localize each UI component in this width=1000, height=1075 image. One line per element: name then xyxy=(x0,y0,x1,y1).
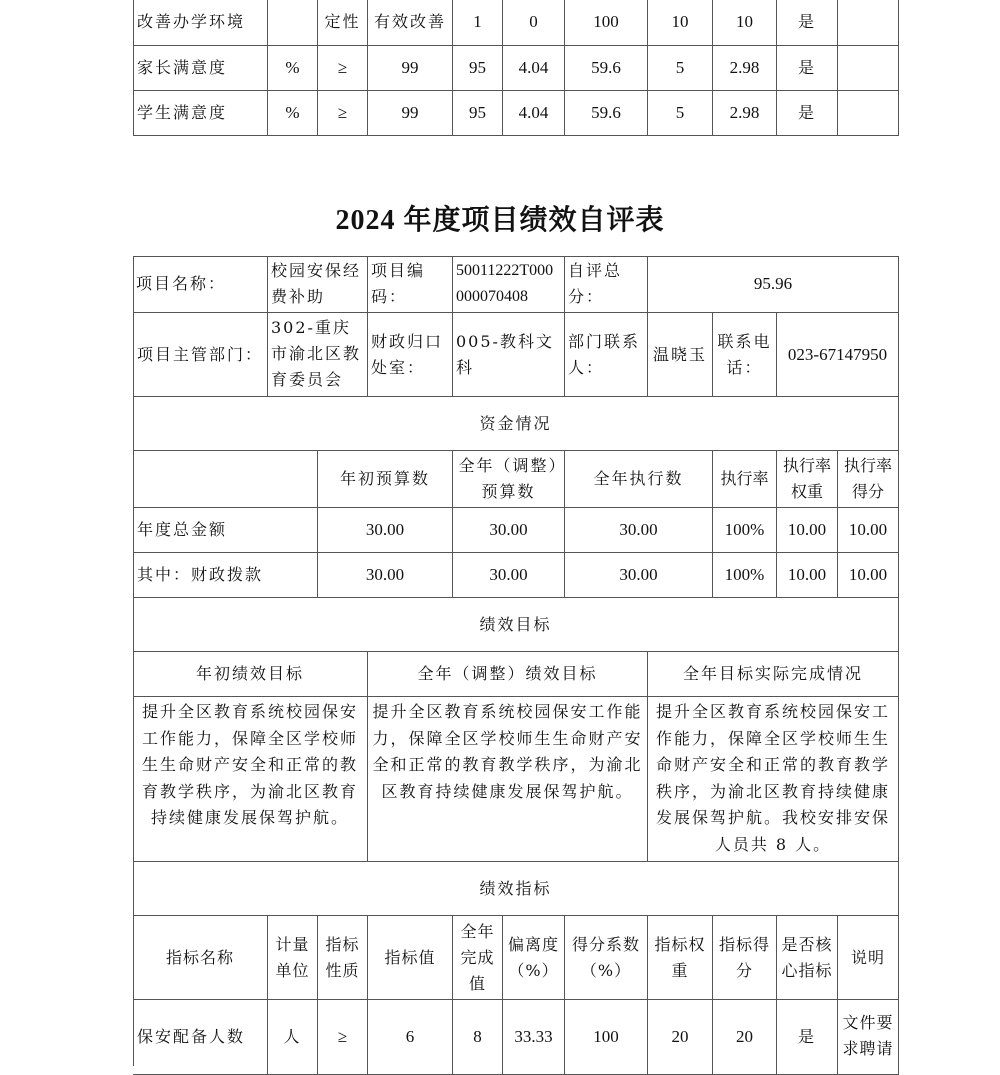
top-row-nature: ≥ xyxy=(318,46,368,91)
indicators-section-title: 绩效指标 xyxy=(133,862,899,916)
top-row-actual-value: 1 xyxy=(453,0,503,46)
contact-value: 温晓玉 xyxy=(648,313,713,397)
top-row-deviation: 0 xyxy=(503,0,565,46)
ind-row-indicator-name: 保安配备人数 xyxy=(133,1000,268,1075)
funds-header-score: 执行率得分 xyxy=(838,451,899,508)
funds-row-weight: 10.00 xyxy=(777,508,838,553)
top-row-note xyxy=(838,46,899,91)
top-row-actual-value: 95 xyxy=(453,46,503,91)
project-name-value: 校园安保经费补助 xyxy=(268,256,368,313)
funds-header-weight: 执行率权重 xyxy=(777,451,838,508)
goals-section-title: 绩效目标 xyxy=(133,598,899,652)
top-row-deviation: 4.04 xyxy=(503,46,565,91)
ind-header-core: 是否核心指标 xyxy=(777,916,838,1000)
ind-row-core-indicator: 是 xyxy=(777,1000,838,1075)
top-row-weight: 5 xyxy=(648,46,713,91)
ind-header-target: 指标值 xyxy=(368,916,453,1000)
top-row-indicator-name: 家长满意度 xyxy=(133,46,268,91)
finance-office-label: 财政归口处室： xyxy=(368,313,453,397)
ind-header-deviation: 偏离度（%） xyxy=(503,916,565,1000)
top-row-score: 2.98 xyxy=(713,91,777,136)
contact-label: 部门联系人： xyxy=(565,313,648,397)
goals-initial-text: 提升全区教育系统校园保安工作能力，保障全区学校师生生命财产安全和正常的教育教学秩序，为渝北区教育持续健康发展保驾护航。 xyxy=(133,697,368,862)
top-row-unit: % xyxy=(268,91,318,136)
dept-value: 302-重庆市渝北区教育委员会 xyxy=(268,313,368,397)
ind-row-score: 20 xyxy=(713,1000,777,1075)
self-score-label: 自评总分： xyxy=(565,256,648,313)
ind-row-target-value: 6 xyxy=(368,1000,453,1075)
project-code-label: 项目编码： xyxy=(368,256,453,313)
ind-row-note: 文件要求聘请 xyxy=(838,1000,899,1075)
self-score-value: 95.96 xyxy=(648,256,899,313)
top-row-unit: % xyxy=(268,46,318,91)
ind-header-name: 指标名称 xyxy=(133,916,268,1000)
top-row-target-value: 有效改善 xyxy=(368,0,453,46)
ind-header-unit: 计量单位 xyxy=(268,916,318,1000)
goals-header-actual: 全年目标实际完成情况 xyxy=(648,652,899,697)
phone-label: 联系电话： xyxy=(713,313,777,397)
funds-row-initial: 30.00 xyxy=(318,508,453,553)
ind-row-deviation: 33.33 xyxy=(503,1000,565,1075)
funds-row-adjusted: 30.00 xyxy=(453,553,565,598)
ind-header-coef: 得分系数（%） xyxy=(565,916,648,1000)
ind-header-weight: 指标权重 xyxy=(648,916,713,1000)
ind-row-actual-value: 8 xyxy=(453,1000,503,1075)
goals-adjusted-text: 提升全区教育系统校园保安工作能力，保障全区学校师生生命财产安全和正常的教育教学秩序，为渝北区教育持续健康发展保驾护航。 xyxy=(368,697,648,862)
top-row-weight: 10 xyxy=(648,0,713,46)
funds-row-adjusted: 30.00 xyxy=(453,508,565,553)
funds-header-rate: 执行率 xyxy=(713,451,777,508)
top-row-target-value: 99 xyxy=(368,46,453,91)
top-row-unit xyxy=(268,0,318,46)
goals-header-initial: 年初绩效目标 xyxy=(133,652,368,697)
funds-row-rate: 100% xyxy=(713,553,777,598)
ind-header-actual: 全年完成值 xyxy=(453,916,503,1000)
funds-header-adjusted: 全年（调整）预算数 xyxy=(453,451,565,508)
top-row-score: 2.98 xyxy=(713,46,777,91)
top-row-nature: 定性 xyxy=(318,0,368,46)
top-row-note xyxy=(838,0,899,46)
top-row-score-coefficient: 59.6 xyxy=(565,46,648,91)
funds-row-executed: 30.00 xyxy=(565,553,713,598)
ind-row-score-coefficient: 100 xyxy=(565,1000,648,1075)
funds-row-label: 其中：财政拨款 xyxy=(133,553,318,598)
top-row-score-coefficient: 100 xyxy=(565,0,648,46)
top-row-target-value: 99 xyxy=(368,91,453,136)
page-title: 2024 年度项目绩效自评表 xyxy=(335,205,665,236)
ind-row-unit: 人 xyxy=(268,1000,318,1075)
top-row-core-indicator: 是 xyxy=(777,91,838,136)
ind-header-note: 说明 xyxy=(838,916,899,1000)
top-row-score-coefficient: 59.6 xyxy=(565,91,648,136)
top-row-indicator-name: 改善办学环境 xyxy=(133,0,268,46)
funds-row-rate: 100% xyxy=(713,508,777,553)
top-row-core-indicator: 是 xyxy=(777,0,838,46)
top-row-deviation: 4.04 xyxy=(503,91,565,136)
funds-row-initial: 30.00 xyxy=(318,553,453,598)
funds-row-label: 年度总金额 xyxy=(133,508,318,553)
funds-header-blank xyxy=(133,451,318,508)
funds-row-score: 10.00 xyxy=(838,508,899,553)
top-row-weight: 5 xyxy=(648,91,713,136)
phone-value: 023-67147950 xyxy=(777,313,899,397)
project-name-label: 项目名称： xyxy=(133,256,268,313)
funds-row-weight: 10.00 xyxy=(777,553,838,598)
top-row-nature: ≥ xyxy=(318,91,368,136)
funds-header-initial: 年初预算数 xyxy=(318,451,453,508)
top-row-note xyxy=(838,91,899,136)
project-code-value: 50011222T000000070408 xyxy=(453,256,565,313)
goals-actual-text: 提升全区教育系统校园保安工作能力，保障全区学校师生生命财产安全和正常的教育教学秩序，为渝北区教育持续健康发展保驾护航。我校安排安保人员共 8 人。 xyxy=(648,697,899,862)
ind-row-nature: ≥ xyxy=(318,1000,368,1075)
funds-row-executed: 30.00 xyxy=(565,508,713,553)
top-row-indicator-name: 学生满意度 xyxy=(133,91,268,136)
top-row-core-indicator: 是 xyxy=(777,46,838,91)
dept-label: 项目主管部门： xyxy=(133,313,268,397)
finance-office-value: 005-教科文科 xyxy=(453,313,565,397)
funds-row-score: 10.00 xyxy=(838,553,899,598)
funds-header-executed: 全年执行数 xyxy=(565,451,713,508)
ind-header-nature: 指标性质 xyxy=(318,916,368,1000)
top-row-actual-value: 95 xyxy=(453,91,503,136)
funds-section-title: 资金情况 xyxy=(133,397,899,451)
top-row-score: 10 xyxy=(713,0,777,46)
goals-header-adjusted: 全年（调整）绩效目标 xyxy=(368,652,648,697)
ind-row-weight: 20 xyxy=(648,1000,713,1075)
ind-header-score: 指标得分 xyxy=(713,916,777,1000)
